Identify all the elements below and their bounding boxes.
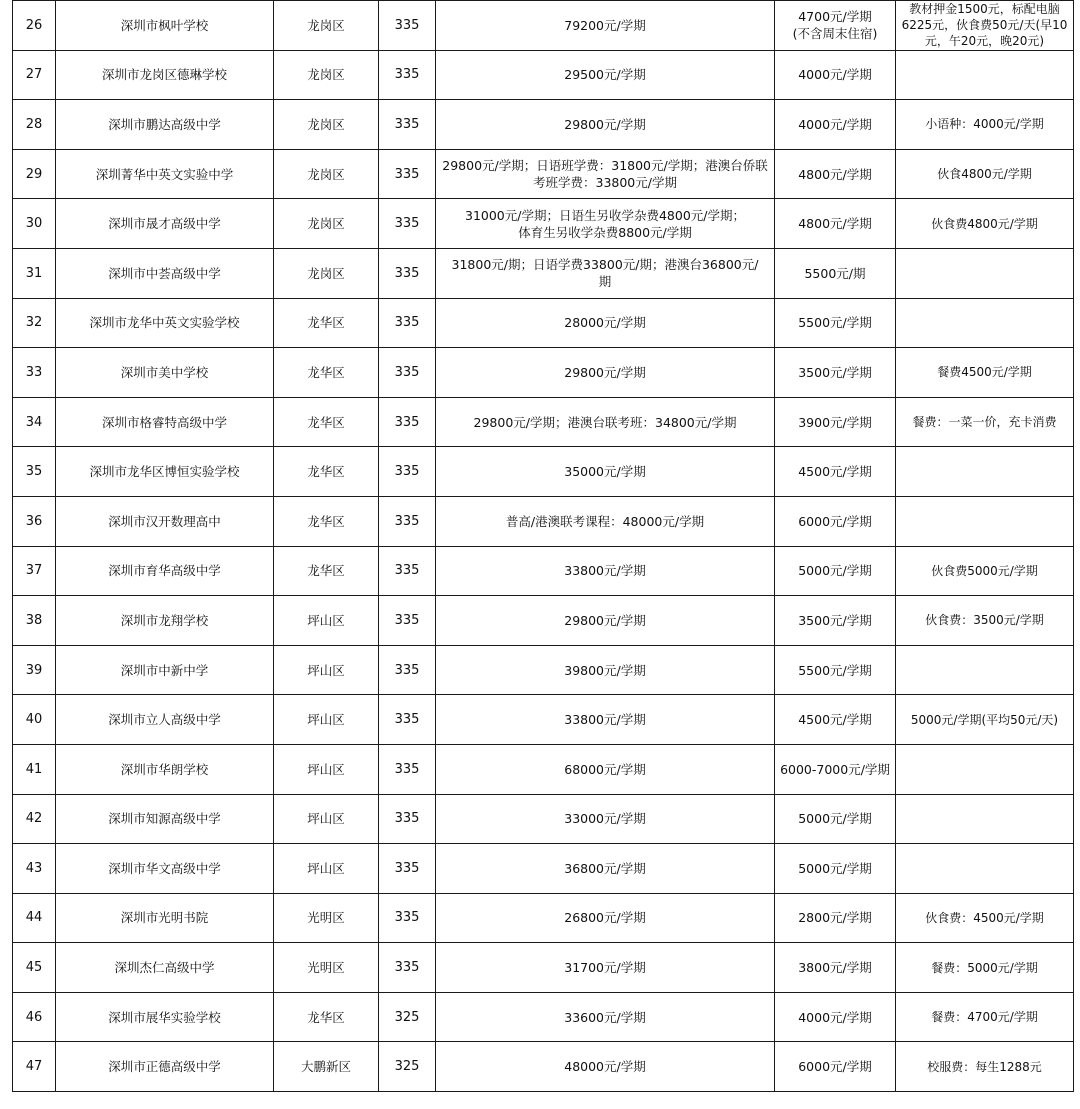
other-fee-cell: 伙食费：4500元/学期 xyxy=(896,893,1074,943)
admission-score-cell: 335 xyxy=(379,496,436,546)
table-row xyxy=(13,546,1074,596)
row-number-cell: 40 xyxy=(13,695,56,745)
district-cell: 光明区 xyxy=(274,893,379,943)
district-cell: 龙岗区 xyxy=(274,248,379,298)
other-fee-cell: 伙食费5000元/学期 xyxy=(896,546,1074,596)
tuition-fee-cell: 79200元/学期 xyxy=(436,1,775,51)
row-number-cell: 35 xyxy=(13,447,56,497)
district-cell: 坪山区 xyxy=(274,844,379,894)
tuition-fee-cell: 29800元/学期；日语班学费：31800元/学期；港澳台侨联 考班学费：33800元/学期 xyxy=(436,149,775,199)
district-cell: 坪山区 xyxy=(274,596,379,646)
school-name-cell: 深圳市中荟高级中学 xyxy=(56,248,274,298)
admission-score-cell: 335 xyxy=(379,596,436,646)
table-row xyxy=(13,992,1074,1042)
admission-score-cell: 325 xyxy=(379,992,436,1042)
tuition-fee-cell: 36800元/学期 xyxy=(436,844,775,894)
district-cell: 龙华区 xyxy=(274,496,379,546)
boarding-fee-cell: 5500元/期 xyxy=(775,248,896,298)
boarding-fee-cell: 5000元/学期 xyxy=(775,546,896,596)
school-name-cell: 深圳市美中学校 xyxy=(56,348,274,398)
boarding-fee-cell: 4700元/学期 (不含周末住宿) xyxy=(775,1,896,51)
admission-score-cell: 335 xyxy=(379,100,436,150)
table-row xyxy=(13,447,1074,497)
other-fee-cell: 伙食费4800元/学期 xyxy=(896,199,1074,249)
tuition-fee-cell: 29800元/学期 xyxy=(436,596,775,646)
boarding-fee-cell: 3900元/学期 xyxy=(775,397,896,447)
boarding-fee-cell: 3500元/学期 xyxy=(775,596,896,646)
tuition-fee-cell: 68000元/学期 xyxy=(436,744,775,794)
tuition-fee-cell: 29800元/学期；港澳台联考班：34800元/学期 xyxy=(436,397,775,447)
school-name-cell: 深圳市立人高级中学 xyxy=(56,695,274,745)
other-fee-cell: 伙食4800元/学期 xyxy=(896,149,1074,199)
admission-score-cell: 325 xyxy=(379,1042,436,1092)
boarding-fee-cell: 2800元/学期 xyxy=(775,893,896,943)
school-name-cell: 深圳市汉开数理高中 xyxy=(56,496,274,546)
table-body xyxy=(13,1,1074,1092)
table-row xyxy=(13,397,1074,447)
other-fee-cell: 餐费4500元/学期 xyxy=(896,348,1074,398)
school-name-cell: 深圳市中新中学 xyxy=(56,645,274,695)
admission-score-cell: 335 xyxy=(379,149,436,199)
district-cell: 龙华区 xyxy=(274,348,379,398)
table-row xyxy=(13,348,1074,398)
tuition-fee-cell: 35000元/学期 xyxy=(436,447,775,497)
school-name-cell: 深圳市龙华中英文实验学校 xyxy=(56,298,274,348)
boarding-fee-cell: 5500元/学期 xyxy=(775,645,896,695)
district-cell: 龙岗区 xyxy=(274,100,379,150)
row-number-cell: 26 xyxy=(13,1,56,51)
row-number-cell: 34 xyxy=(13,397,56,447)
table-row xyxy=(13,149,1074,199)
other-fee-cell xyxy=(896,645,1074,695)
school-name-cell: 深圳市枫叶学校 xyxy=(56,1,274,51)
district-cell: 龙岗区 xyxy=(274,199,379,249)
boarding-fee-cell: 3800元/学期 xyxy=(775,943,896,993)
table-row xyxy=(13,596,1074,646)
other-fee-cell xyxy=(896,248,1074,298)
tuition-fee-cell: 33600元/学期 xyxy=(436,992,775,1042)
table-row xyxy=(13,100,1074,150)
table-row xyxy=(13,645,1074,695)
table-row xyxy=(13,1,1074,51)
school-name-cell: 深圳市华文高级中学 xyxy=(56,844,274,894)
tuition-fee-cell: 31700元/学期 xyxy=(436,943,775,993)
school-name-cell: 深圳市知源高级中学 xyxy=(56,794,274,844)
admission-score-cell: 335 xyxy=(379,744,436,794)
table-row xyxy=(13,1042,1074,1092)
school-name-cell: 深圳市龙岗区德琳学校 xyxy=(56,50,274,100)
school-fee-table xyxy=(12,0,1074,1092)
table-row xyxy=(13,199,1074,249)
admission-score-cell: 335 xyxy=(379,844,436,894)
school-name-cell: 深圳市展华实验学校 xyxy=(56,992,274,1042)
row-number-cell: 31 xyxy=(13,248,56,298)
row-number-cell: 41 xyxy=(13,744,56,794)
admission-score-cell: 335 xyxy=(379,943,436,993)
school-name-cell: 深圳市晟才高级中学 xyxy=(56,199,274,249)
other-fee-cell: 餐费：5000元/学期 xyxy=(896,943,1074,993)
row-number-cell: 33 xyxy=(13,348,56,398)
district-cell: 光明区 xyxy=(274,943,379,993)
row-number-cell: 43 xyxy=(13,844,56,894)
district-cell: 大鹏新区 xyxy=(274,1042,379,1092)
admission-score-cell: 335 xyxy=(379,397,436,447)
row-number-cell: 27 xyxy=(13,50,56,100)
boarding-fee-cell: 6000-7000元/学期 xyxy=(775,744,896,794)
school-name-cell: 深圳市华朗学校 xyxy=(56,744,274,794)
table-row xyxy=(13,50,1074,100)
admission-score-cell: 335 xyxy=(379,1,436,51)
other-fee-cell xyxy=(896,447,1074,497)
row-number-cell: 36 xyxy=(13,496,56,546)
table-row xyxy=(13,298,1074,348)
tuition-fee-cell: 33000元/学期 xyxy=(436,794,775,844)
tuition-fee-cell: 48000元/学期 xyxy=(436,1042,775,1092)
district-cell: 龙岗区 xyxy=(274,1,379,51)
other-fee-cell: 伙食费：3500元/学期 xyxy=(896,596,1074,646)
other-fee-cell xyxy=(896,298,1074,348)
tuition-fee-cell: 31800元/期；日语学费33800元/期；港澳台36800元/ 期 xyxy=(436,248,775,298)
boarding-fee-cell: 3500元/学期 xyxy=(775,348,896,398)
table-row xyxy=(13,943,1074,993)
row-number-cell: 37 xyxy=(13,546,56,596)
admission-score-cell: 335 xyxy=(379,199,436,249)
district-cell: 龙岗区 xyxy=(274,149,379,199)
admission-score-cell: 335 xyxy=(379,695,436,745)
boarding-fee-cell: 4500元/学期 xyxy=(775,447,896,497)
district-cell: 坪山区 xyxy=(274,645,379,695)
boarding-fee-cell: 5000元/学期 xyxy=(775,844,896,894)
admission-score-cell: 335 xyxy=(379,298,436,348)
tuition-fee-cell: 26800元/学期 xyxy=(436,893,775,943)
tuition-fee-cell: 33800元/学期 xyxy=(436,695,775,745)
admission-score-cell: 335 xyxy=(379,893,436,943)
other-fee-cell: 5000元/学期(平均50元/天) xyxy=(896,695,1074,745)
district-cell: 龙华区 xyxy=(274,298,379,348)
admission-score-cell: 335 xyxy=(379,447,436,497)
admission-score-cell: 335 xyxy=(379,794,436,844)
admission-score-cell: 335 xyxy=(379,50,436,100)
district-cell: 龙岗区 xyxy=(274,50,379,100)
table-row xyxy=(13,695,1074,745)
row-number-cell: 44 xyxy=(13,893,56,943)
district-cell: 坪山区 xyxy=(274,695,379,745)
row-number-cell: 46 xyxy=(13,992,56,1042)
admission-score-cell: 335 xyxy=(379,546,436,596)
table-row xyxy=(13,248,1074,298)
row-number-cell: 29 xyxy=(13,149,56,199)
boarding-fee-cell: 4000元/学期 xyxy=(775,992,896,1042)
tuition-fee-cell: 31000元/学期；日语生另收学杂费4800元/学期； 体育生另收学杂费8800元/学期 xyxy=(436,199,775,249)
row-number-cell: 30 xyxy=(13,199,56,249)
admission-score-cell: 335 xyxy=(379,248,436,298)
boarding-fee-cell: 5000元/学期 xyxy=(775,794,896,844)
boarding-fee-cell: 5500元/学期 xyxy=(775,298,896,348)
school-name-cell: 深圳市龙华区博恒实验学校 xyxy=(56,447,274,497)
tuition-fee-cell: 普高/港澳联考课程：48000元/学期 xyxy=(436,496,775,546)
boarding-fee-cell: 4500元/学期 xyxy=(775,695,896,745)
boarding-fee-cell: 6000元/学期 xyxy=(775,1042,896,1092)
row-number-cell: 39 xyxy=(13,645,56,695)
school-name-cell: 深圳市鹏达高级中学 xyxy=(56,100,274,150)
row-number-cell: 32 xyxy=(13,298,56,348)
tuition-fee-cell: 28000元/学期 xyxy=(436,298,775,348)
table-row xyxy=(13,744,1074,794)
row-number-cell: 47 xyxy=(13,1042,56,1092)
row-number-cell: 42 xyxy=(13,794,56,844)
other-fee-cell: 餐费：4700元/学期 xyxy=(896,992,1074,1042)
district-cell: 坪山区 xyxy=(274,794,379,844)
other-fee-cell: 小语种：4000元/学期 xyxy=(896,100,1074,150)
admission-score-cell: 335 xyxy=(379,348,436,398)
table-row xyxy=(13,844,1074,894)
tuition-fee-cell: 29800元/学期 xyxy=(436,348,775,398)
other-fee-cell: 教材押金1500元，标配电脑 6225元，伙食费50元/天(早10 元，午20元，晚20元) xyxy=(896,1,1074,51)
row-number-cell: 38 xyxy=(13,596,56,646)
district-cell: 龙华区 xyxy=(274,546,379,596)
tuition-fee-cell: 39800元/学期 xyxy=(436,645,775,695)
district-cell: 坪山区 xyxy=(274,744,379,794)
school-name-cell: 深圳市正德高级中学 xyxy=(56,1042,274,1092)
boarding-fee-cell: 4800元/学期 xyxy=(775,149,896,199)
school-name-cell: 深圳市光明书院 xyxy=(56,893,274,943)
tuition-fee-cell: 29800元/学期 xyxy=(436,100,775,150)
other-fee-cell: 餐费：一菜一价，充卡消费 xyxy=(896,397,1074,447)
table-row xyxy=(13,893,1074,943)
boarding-fee-cell: 4000元/学期 xyxy=(775,100,896,150)
boarding-fee-cell: 6000元/学期 xyxy=(775,496,896,546)
other-fee-cell: 校服费：每生1288元 xyxy=(896,1042,1074,1092)
other-fee-cell xyxy=(896,794,1074,844)
other-fee-cell xyxy=(896,496,1074,546)
other-fee-cell xyxy=(896,744,1074,794)
tuition-fee-cell: 29500元/学期 xyxy=(436,50,775,100)
district-cell: 龙华区 xyxy=(274,397,379,447)
school-name-cell: 深圳市育华高级中学 xyxy=(56,546,274,596)
school-name-cell: 深圳杰仁高级中学 xyxy=(56,943,274,993)
boarding-fee-cell: 4800元/学期 xyxy=(775,199,896,249)
school-name-cell: 深圳市龙翔学校 xyxy=(56,596,274,646)
other-fee-cell xyxy=(896,844,1074,894)
table-row xyxy=(13,794,1074,844)
district-cell: 龙华区 xyxy=(274,992,379,1042)
district-cell: 龙华区 xyxy=(274,447,379,497)
boarding-fee-cell: 4000元/学期 xyxy=(775,50,896,100)
school-name-cell: 深圳市格睿特高级中学 xyxy=(56,397,274,447)
admission-score-cell: 335 xyxy=(379,645,436,695)
school-name-cell: 深圳菁华中英文实验中学 xyxy=(56,149,274,199)
row-number-cell: 45 xyxy=(13,943,56,993)
row-number-cell: 28 xyxy=(13,100,56,150)
other-fee-cell xyxy=(896,50,1074,100)
table-row xyxy=(13,496,1074,546)
tuition-fee-cell: 33800元/学期 xyxy=(436,546,775,596)
